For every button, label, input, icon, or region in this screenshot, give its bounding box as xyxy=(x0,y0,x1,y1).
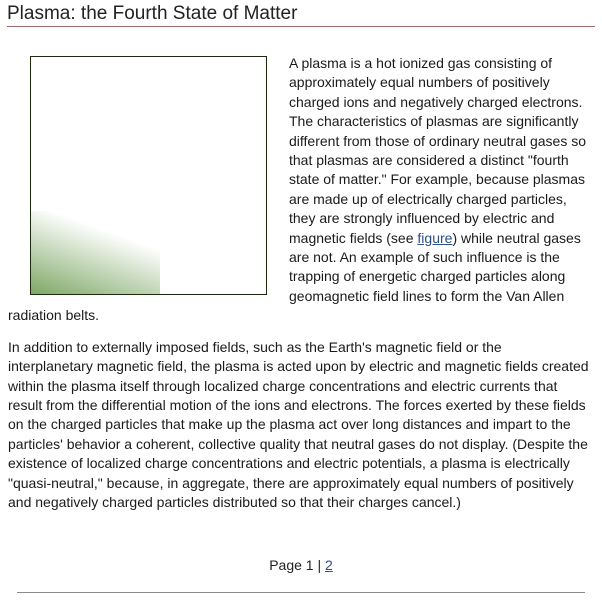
solar-plasma-image xyxy=(30,56,267,295)
figure-link[interactable]: figure xyxy=(417,229,453,246)
second-paragraph: In addition to externally imposed fields, such as the Earth's magnetic field or the interplanetary magnetic field, the plasma is acted upon by electric and magnetic fields created within the plasma itself through localized charge concentrations and electric currents that result from the differential motion of the ions and electrons. The forces exerted by these fields on the charged particles that make up the plasma act over long distances and impart to the particles' behavior a coherent, collective quality that neutral gases do not display. (Despite the existence of localized charge concentrations and electric potentials, a plasma is electrically "quasi-neutral," because, in aggregate, there are approximately equal numbers of positively and negatively charged particles distributed so that their charges cancel.) xyxy=(8,338,589,510)
pagination-label: Page 1 | xyxy=(269,557,325,573)
intro-text-end: ) while neutral gases are not. An example of such influence is the trapping of energetic charged particles along geomagnetic field lines to form the Van Allen radiation belts. xyxy=(8,229,581,324)
footer-divider xyxy=(17,592,585,593)
intro-text-start: A plasma is a hot ionized gas consisting of approximately equal numbers of positively charged ions and negatively charged electrons. The characteristics of plasmas are significantly different from those of ordinary neutral gases so that plasmas are considered a distinct "fourth state of matter." For example, because plasmas are made up of electrically charged particles, they are strongly influenced by electric and magnetic fields (see xyxy=(289,55,587,246)
page-title: Plasma: the Fourth State of Matter xyxy=(7,3,595,27)
page-2-link[interactable]: 2 xyxy=(325,557,333,573)
article-body xyxy=(8,54,590,524)
pagination xyxy=(0,556,602,574)
